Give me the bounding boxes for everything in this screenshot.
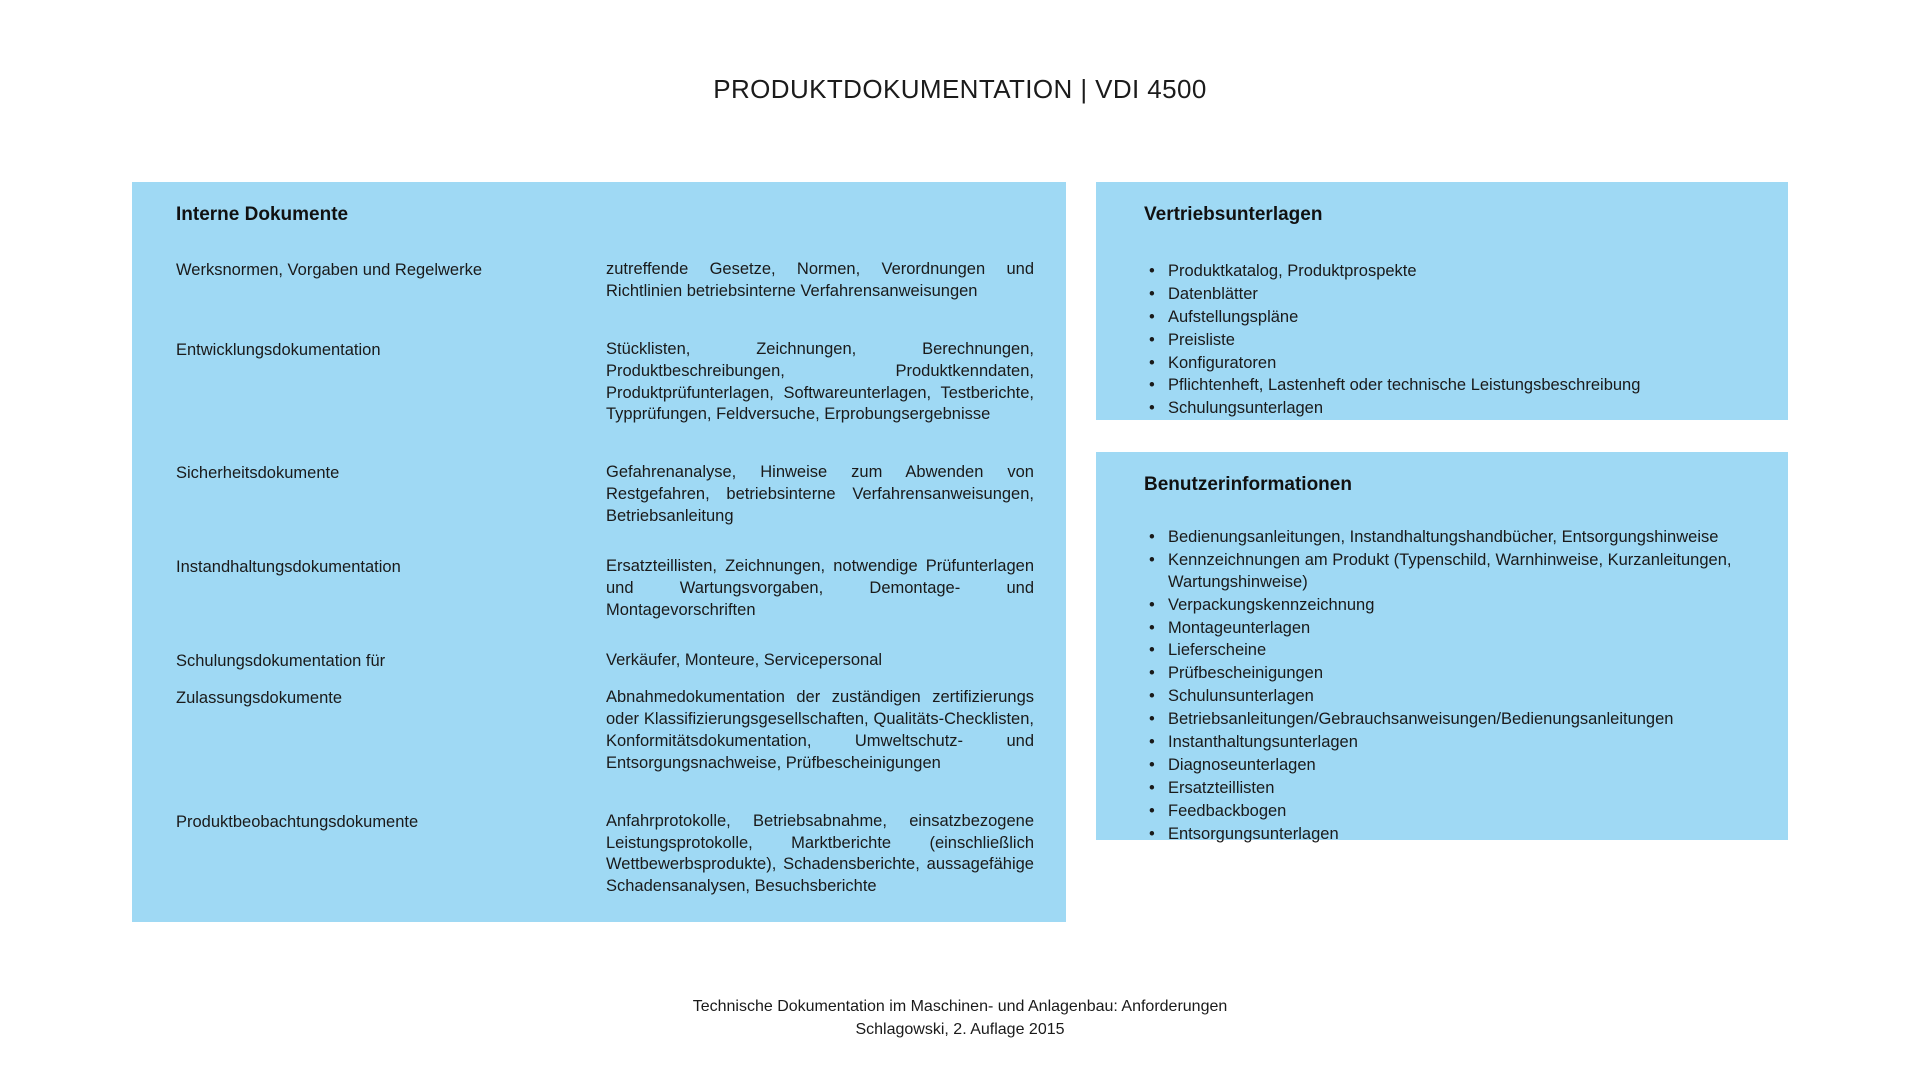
- user-information-list: [1126, 527, 1758, 846]
- bullet-icon: •: [1149, 527, 1155, 546]
- list-item: [1148, 709, 1758, 731]
- list-item-label: Lieferscheine: [1168, 641, 1267, 660]
- footer-caption: [0, 995, 1920, 1041]
- definition-term: Produktbeobachtungsdokumente: [176, 812, 419, 831]
- bullet-icon: •: [1149, 824, 1155, 843]
- list-item: [1148, 663, 1758, 685]
- definition-row: [158, 339, 1040, 427]
- bullet-icon: •: [1149, 261, 1155, 280]
- list-item: [1148, 307, 1758, 329]
- bullet-icon: •: [1149, 595, 1155, 614]
- bullet-icon: •: [1149, 641, 1155, 660]
- definition-description: zutreffende Gesetze, Normen, Verordnungen und Richtlinien betriebsinterne Verfahrensanweisungen: [606, 259, 1034, 300]
- bullet-icon: •: [1149, 307, 1155, 326]
- definition-term: Schulungsdokumentation für: [176, 652, 386, 671]
- list-item-label: Verpackungskennzeichnung: [1168, 595, 1375, 614]
- list-item: [1148, 330, 1758, 352]
- definition-description: Abnahmedokumentation der zuständigen zertifizierungs oder Klassifizierungsgesellschaften, Qualitäts-Checklisten, Konformitätsdokumentation, Umweltschutz- und Entsorgungsnachweise, Prüfbescheinigungen: [606, 687, 1034, 772]
- bullet-icon: •: [1149, 733, 1155, 752]
- list-item-label: Schulunsunterlagen: [1168, 687, 1314, 706]
- user-information-panel: [1096, 452, 1788, 843]
- bullet-icon: •: [1149, 376, 1155, 395]
- bullet-icon: •: [1149, 550, 1155, 569]
- definition-description: Stücklisten, Zeichnungen, Berechnungen, Produktbeschreibungen, Produktkenndaten, Produktprüfunterlagen, Softwareunterlagen, Testberichte, Typprüfungen, Feldversuche, Erprobungsergebnisse: [606, 339, 1034, 424]
- list-item-label: Bedienungsanleitungen, Instandhaltungshandbücher, Entsorgungshinweise: [1168, 527, 1719, 546]
- internal-documents-panel: [132, 182, 1066, 922]
- sales-documents-panel: [1096, 182, 1788, 420]
- bullet-icon: •: [1149, 399, 1155, 418]
- definition-description: Gefahrenanalyse, Hinweise zum Abwenden von Restgefahren, betriebsinterne Verfahrensanweisungen, Betriebsanleitung: [606, 463, 1034, 526]
- sales-documents-heading: Vertriebsunterlagen: [1144, 204, 1323, 225]
- list-item-label: Prüfbescheinigungen: [1168, 664, 1324, 683]
- internal-documents-heading: Interne Dokumente: [176, 204, 349, 225]
- bullet-icon: •: [1149, 284, 1155, 303]
- definition-row: [158, 556, 1040, 622]
- bullet-icon: •: [1149, 664, 1155, 683]
- bullet-icon: •: [1149, 353, 1155, 372]
- bullet-icon: •: [1149, 330, 1155, 349]
- list-item: [1148, 778, 1758, 800]
- definition-description: Ersatzteillisten, Zeichnungen, notwendige Prüfunterlagen und Wartungsvorgaben, Demontage- und Montagevorschriften: [606, 557, 1034, 620]
- sales-documents-list: [1126, 261, 1758, 421]
- list-item: [1148, 284, 1758, 306]
- list-item-label: Aufstellungspläne: [1168, 307, 1299, 326]
- list-item: [1148, 550, 1758, 594]
- definition-description: Verkäufer, Monteure, Servicepersonal: [606, 651, 883, 670]
- bullet-icon: •: [1149, 687, 1155, 706]
- user-information-heading: Benutzerinformationen: [1144, 474, 1352, 495]
- list-item-label: Produktkatalog, Produktprospekte: [1168, 261, 1417, 280]
- bullet-icon: •: [1149, 710, 1155, 729]
- definition-description: Anfahrprotokolle, Betriebsabnahme, einsatzbezogene Leistungsprotokolle, Marktberichte (einschließlich Wettbewerbsprodukte), Schadensberichte, aussagefähige Schadensanalysen, Besuchsberichte: [606, 811, 1034, 896]
- list-item-label: Preisliste: [1168, 330, 1235, 349]
- list-item-label: Schulungsunterlagen: [1168, 399, 1324, 418]
- list-item: [1148, 801, 1758, 823]
- list-item-label: Ersatzteillisten: [1168, 779, 1275, 798]
- page-title: PRODUKTDOKUMENTATION | VDI 4500: [713, 74, 1207, 104]
- caption-source-title: Technische Dokumentation im Maschinen- und Anlagenbau: Anforderungen: [692, 998, 1228, 1015]
- list-item-label: Betriebsanleitungen/Gebrauchsanweisungen/Bedienungsanleitungen: [1168, 710, 1674, 729]
- internal-documents-rows: [158, 259, 1040, 899]
- list-item: [1148, 824, 1758, 846]
- list-item: [1148, 618, 1758, 640]
- definition-row: [158, 462, 1040, 528]
- definition-row: [158, 687, 1040, 775]
- list-item: [1148, 640, 1758, 662]
- definition-term: Werksnormen, Vorgaben und Regelwerke: [176, 260, 483, 279]
- list-item: [1148, 732, 1758, 754]
- list-item-label: Pflichtenheft, Lastenheft oder technische Leistungsbeschreibung: [1168, 376, 1641, 395]
- list-item: [1148, 398, 1758, 420]
- list-item-label: Datenblätter: [1168, 284, 1258, 303]
- list-item-label: Instanthaltungsunterlagen: [1168, 733, 1358, 752]
- list-item: [1148, 261, 1758, 283]
- list-item: [1148, 595, 1758, 617]
- list-item: [1148, 686, 1758, 708]
- bullet-icon: •: [1149, 802, 1155, 821]
- definition-term: Zulassungsdokumente: [176, 688, 343, 707]
- list-item: [1148, 527, 1758, 549]
- list-item-label: Kennzeichnungen am Produkt (Typenschild, Warnhinweise, Kurzanleitungen, Wartungshinweise): [1168, 550, 1732, 591]
- list-item-label: Entsorgungsunterlagen: [1168, 824, 1339, 843]
- list-item-label: Feedbackbogen: [1168, 802, 1287, 821]
- definition-term: Sicherheitsdokumente: [176, 464, 340, 483]
- list-item-label: Diagnoseunterlagen: [1168, 756, 1316, 775]
- definition-term: Instandhaltungsdokumentation: [176, 558, 401, 577]
- definition-term: Entwicklungsdokumentation: [176, 340, 381, 359]
- list-item-label: Konfiguratoren: [1168, 353, 1277, 372]
- definition-row: [158, 650, 1040, 673]
- bullet-icon: •: [1149, 779, 1155, 798]
- caption-source-reference: Schlagowski, 2. Auflage 2015: [855, 1021, 1065, 1039]
- list-item: [1148, 375, 1758, 397]
- list-item: [1148, 755, 1758, 777]
- list-item-label: Montageunterlagen: [1168, 618, 1311, 637]
- list-item: [1148, 353, 1758, 375]
- definition-row: [158, 811, 1040, 899]
- bullet-icon: •: [1149, 618, 1155, 637]
- bullet-icon: •: [1149, 756, 1155, 775]
- definition-row: [158, 259, 1040, 303]
